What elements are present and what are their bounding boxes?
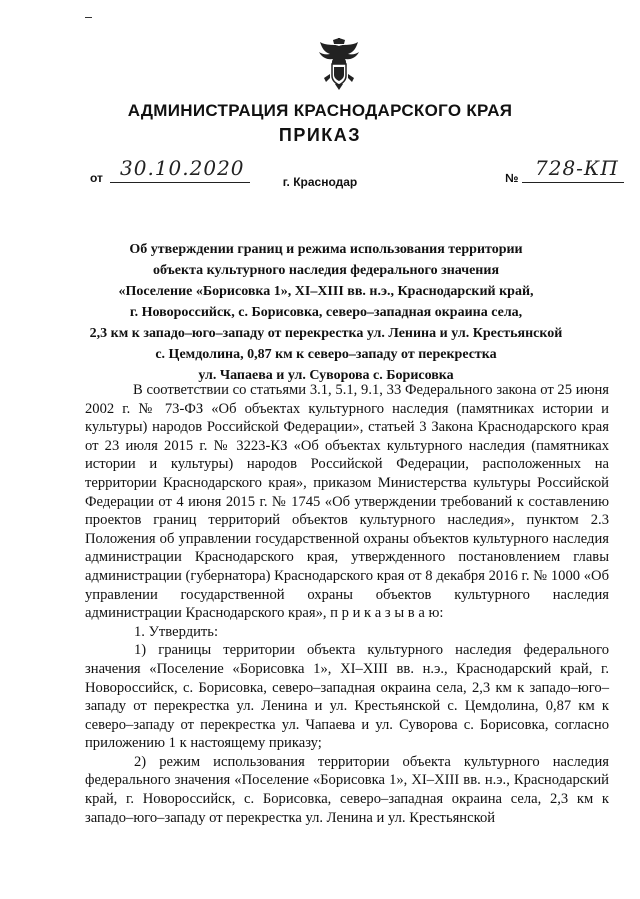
item-1: 1. Утвердить: — [134, 623, 219, 640]
coat-of-arms-icon — [316, 38, 362, 90]
title-line: «Поселение «Борисовка 1», XI–XIII вв. н.э., Краснодарский край, — [118, 284, 534, 299]
order-body — [85, 381, 609, 827]
organization-name: АДМИНИСТРАЦИЯ КРАСНОДАРСКОГО КРАЯ — [127, 101, 513, 120]
order-title — [84, 239, 568, 386]
date-handwritten: 30.10.2020 — [120, 156, 245, 180]
number-handwritten: 728-КП — [535, 156, 619, 180]
title-line: Об утверждении границ и режима использования территории — [129, 242, 523, 257]
number-label: № — [505, 171, 519, 185]
item-1-1: 1) границы территории объекта культурного наследия федерального значения «Поселение «Борисовка 1», XI–XIII вв. н.э., Краснодарский край, г. Новороссийск, с. Борисовка, северо–западная окраина села, 2,3 км к западо–юго–западу от перекрестка ул. Ленина и ул. Крестьянской с. Цемдолина, 0,87 км к северо–западу от перекрестка ул. Чапаева и ул. Суворова с. Борисовка, согласно приложению 1 к настоящему приказу; — [85, 642, 609, 752]
item-1-2: 2) режим использования территории объекта культурного наследия федерального значения «Поселение «Борисовка 1», XI–XIII вв. н.э., Краснодарский край, г. Новороссийск, с. Борисовка, северо–западная окраина села, 2,3 км к западо–юго–западу от перекрестка ул. Ленина и ул. Крестьянской — [85, 753, 609, 826]
title-line: с. Цемдолина, 0,87 км к северо–западу от перекрестка — [155, 347, 497, 362]
date-label: от — [90, 171, 103, 185]
corner-mark — [85, 17, 92, 18]
title-line: 2,3 км к западо–юго–западу от перекрестка ул. Ленина и ул. Крестьянской — [89, 326, 563, 341]
title-line: объекта культурного наследия федерального значения — [152, 263, 500, 278]
city: г. Краснодар — [282, 175, 358, 189]
preamble-paragraph: В соответствии со статьями 3.1, 5.1, 9.1, 33 Федерального закона от 25 июня 2002 г. № 73-ФЗ «Об объектах культурного наследия (памятниках истории и культуры) народов Российской Федерации», статьей 3 Закона Краснодарского края от 23 июля 2015 г. № 3223-КЗ «Об объектах культурного наследия (памятниках истории и культуры) народов Российской Федерации, расположенных на территории Краснодарского края», приказом Министерства культуры Российской Федерации от 4 июня 2015 г. № 1745 «Об утверждении требований к составлению проектов границ территорий объектов культурного наследия», пунктом 2.3 Положения об управлении государственной охраны объектов культурного наследия администрации Краснодарского края, утвержденного постановлением главы администрации (губернатора) Краснодарского края от 8 декабря 2016 г. № 1000 «Об управлении государственной охраны объектов культурного наследия администрации Краснодарского края», п р и к а з ы в а ю: — [85, 382, 609, 622]
document-kind: ПРИКАЗ — [278, 125, 362, 145]
title-line: ул. Чапаева и ул. Суворова с. Борисовка — [198, 368, 454, 383]
title-line: г. Новороссийск, с. Борисовка, северо–западная окраина села, — [129, 305, 523, 320]
